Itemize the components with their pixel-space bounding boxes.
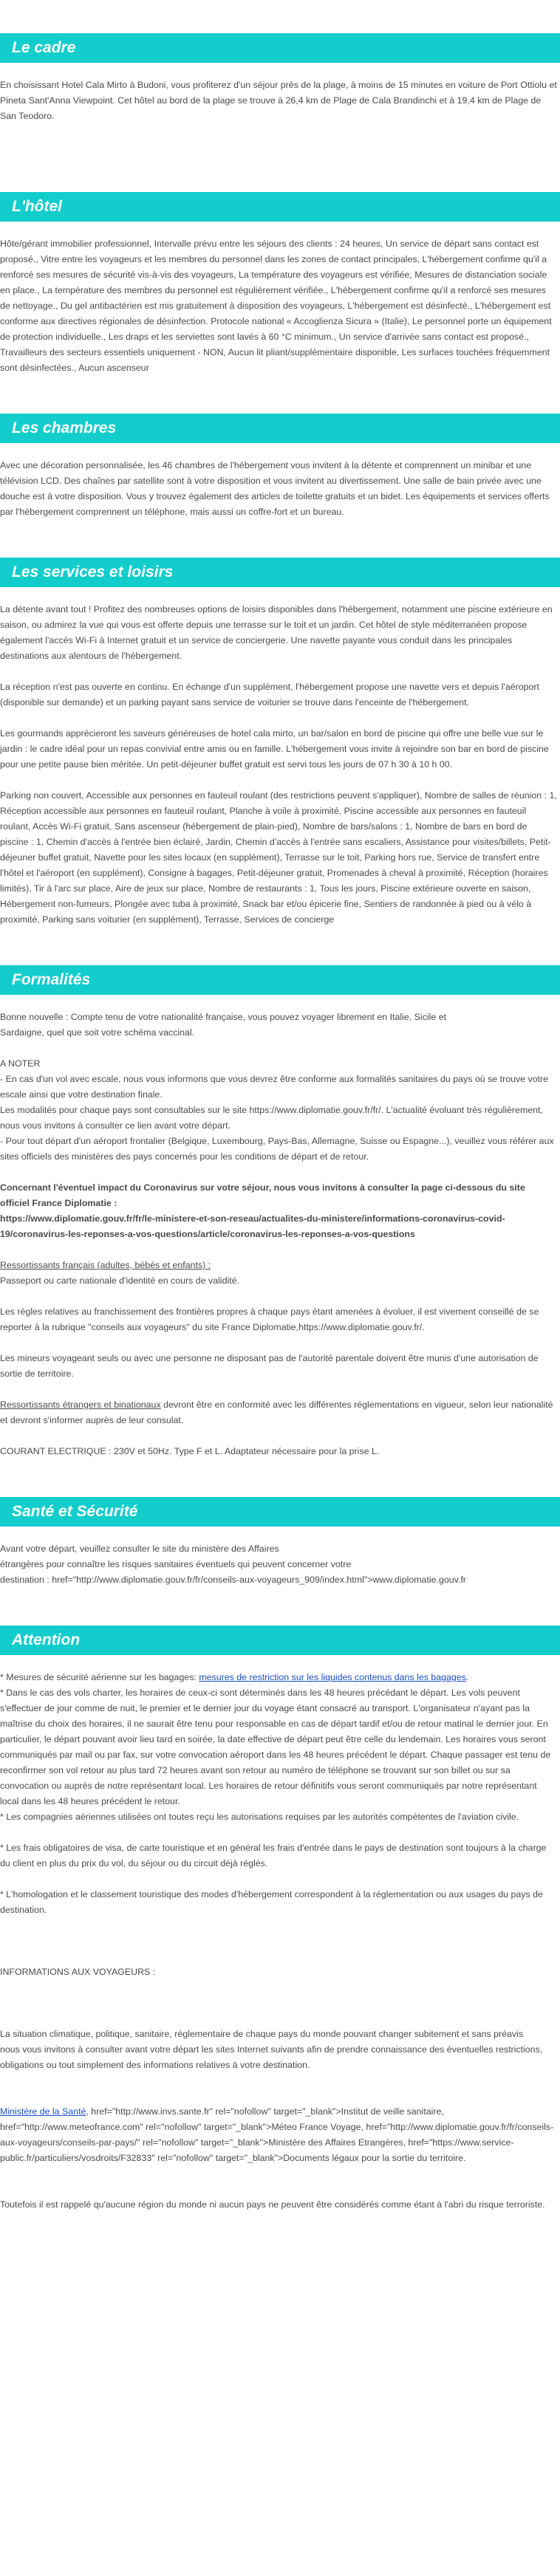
chambres-text: Avec une décoration personnalisée, les 46 chambres de l'hébergement vous invitent à la détente et comprennent un minibar et une télévision LCD. Des chaînes par satellite sont à votre disposition et vous invitent au divertissement. Une salle de bain privée avec une douche est à votre disposition. Vous y trouvez également des articles de toilette gratuits et un bidet. Les équipements et services offerts par l'hébergement comprennent un téléphone, mais aussi un coffre-fort et un bureau. xyxy=(0,460,550,517)
mandatory-fees-text: * Les frais obligatoires de visa, de carte touristique et en général les frais d'entrée dans le pays de destination sont toujours à la charge du client en plus du prix du vol, du séjour ou du circuit déjà réglés. xyxy=(0,1843,547,1868)
cadre-text: En choisissant Hotel Cala Mirto à Budoni, vous profiterez d'un séjour près de la plage, à moins de 15 minutes en voiture de Port Ottiolu et Pineta Sant'Anna Viewpoint. Cet hôtel au bord de la plage se trouve à 26,4 km de Plage de Cala Brandinchi et à 19,4 km de Plage de San Teodoro. xyxy=(0,80,557,121)
coronavirus-link[interactable]: https://www.diplomatie.gouv.fr/fr/le-ministere-et-son-reseau/actualites-du-ministere/informations-coronavirus-covid-19/coronavirus-les-reponses-a-vos-questions/article/coronavirus-les-reponses-a-vos-questions xyxy=(0,1213,505,1239)
baggage-security-text: * Mesures de sécurité aérienne sur les bagages: mesures de restriction sur les liquides contenus dans les bagages. xyxy=(0,1672,469,1682)
useful-links-text: Ministère de la Santé, href="http://www.invs.sante.fr" rel="nofollow" target="_blank">Institut de veille sanitaire, href="http://www.meteofrance.com" rel="nofollow" target="_blank">Méteo France Voyage, href="http://www.diplomatie.gouv.fr/fr/conseils-aux-voyageurs/conseils-par-pays/" rel="nofollow" target="_blank">Ministère des Affaires Etrangères, href="https://www.service-public.fr/particuliers/vosdroits/F32833" rel="nofollow" target="_blank">Documents légaux pour la sortie du territoire. xyxy=(0,2106,554,2163)
section-header-sante: Santé et Sécurité xyxy=(0,1497,560,1527)
french-nationals-title: Ressortissants français (adultes, bébés et enfants) : xyxy=(0,1260,211,1270)
hotel-text: Hôte/gérant immobilier professionnel, Intervalle prévu entre les séjours des clients : 24 heures, Un service de départ sans contact est proposé., Vitre entre les voyageurs et les membres du personnel dans les zones de contact principales, L'hébergement confirme qu'il a renforcé ses mesures de sécurité vis-à-vis des voyageurs, La température des voyageurs est vérifiée, Mesures de distanciation sociale en place., La température des membres du personnel est régulièrement vérifiée., L'hébergement confirme qu'il a renforcé ses mesures de nettoyage., Du gel antibactérien est mis gratuitement à disposition des voyageurs, L'hébergement est désinfecté., L'hébergement est conforme aux directives régionales de désinfection. Protocole national « Accoglienza Sicura » (Italie), Le personnel porte un équipement de protection individuelle., Les draps et les serviettes sont lavés à 60 °C minimum., Un service d'arrivée sans contact est proposé., Travailleurs des secteurs essentiels uniquement - NON, Aucun lit pliant/supplémentaire disponible, Les surfaces touchées fréquemment sont désinfectées., Aucun ascenseur xyxy=(0,239,552,373)
terrorism-risk-text: Toutefois il est rappelé qu'aucune région du monde ni aucun pays ne peuvent être considérés comme étant à l'abri du risque terroriste. xyxy=(0,2199,545,2210)
formalites-intro: Sardaigne, quel que soit votre schéma vaccinal. xyxy=(0,1027,195,1038)
electric-current-text: COURANT ELECTRIQUE : 230V et 50Hz. Type F et L. Adaptateur nécessaire pour la prise L. xyxy=(0,1446,380,1456)
section-header-hotel: L'hôtel xyxy=(0,192,560,222)
french-nationals-text: Passeport ou carte nationale d'identité en cours de validité. xyxy=(0,1275,240,1286)
a-noter-title: A NOTER xyxy=(0,1058,41,1069)
a-noter-line: - En cas d'un vol avec escale, nous vous informons que vous devrez être conforme aux formalités sanitaires du pays où se trouve votre escale ainsi que votre destination finale. xyxy=(0,1074,549,1100)
situation-text: La situation climatique, politique, sanitaire, réglementaire de chaque pays du monde pouvant changer subitement et sans préavis xyxy=(0,2029,524,2039)
services-paragraph: La détente avant tout ! Profitez des nombreuses options de loisirs disponibles dans l'hébergement, notamment une piscine extérieure en saison, ou admirez la vue qui vous est offerte depuis une terrasse sur le toit et un jardin. Cet hôtel de style méditerranéen propose également l'accès Wi-Fi à Internet gratuit et un service de conciergerie. Une navette payante vous conduit dans les principales destinations aux alentours de l'hébergement. xyxy=(0,604,553,661)
a-noter-line: Les modalités pour chaque pays sont consultables sur le site https://www.diplomatie.gouv.fr/fr/. L'actualité évoluant très régulièrement, nous vous invitons à consulter ce lien avant votre départ. xyxy=(0,1105,543,1131)
frontiers-text: Les règles relatives au franchissement des frontières propres à chaque pays étant amenées à évoluer, il est vivement conseillé de se reporter à la rubrique "conseils aux voyageurs" du site France Diplomatie,https://www.diplomatie.gouv.fr/. xyxy=(0,1306,539,1332)
invite-text: nous vous invitons à consulter avant votre départ les sites Internet suivants afin de prendre connaissance des éventuelles restrictions, obligations ou tout simplement des informations relatives à votre destination. xyxy=(0,2044,543,2070)
foreign-nationals-text: Ressortissants étrangers et binationaux devront être en conformité avec les différentes réglementations en vigueur, selon leur nationalité et devront s'informer auprès de leur consulat. xyxy=(0,1400,553,1425)
charter-flights-text: * Dans le cas des vols charter, les horaires de ceux-ci sont déterminés dans les 48 heures précédant le départ. Les vols peuvent s'effectuer de jour comme de nuit, le premier et le dernier jour du voyage étant consacré au transport. L'organisateur n'ayant pas la maîtrise du choix des horaires, il ne saurait être tenu pour responsable en cas de départ tardif et/ou de retour matinal le dernier jour. En particulier, le départ pouvant avoir lieu tard en soirée, la date effective de départ peut être celle du lendemain. Les horaires vous seront communiqués par mail ou par fax, sur votre convocation aéroport dans les 48 heures précédent le départ. Chaque passager est tenu de reconfirmer son vol retour au plus tard 72 heures avant son retour au numéro de téléphone se trouvant sur son billet ou sur sa convocation ou auprès de notre représentant local. Les horaires de retour définitifs vous seront communiqués par notre représentant local dans les 48 heures précédent le retour. xyxy=(0,1688,551,1806)
formalites-text xyxy=(0,1010,560,1459)
sante-line: étrangères pour connaître les risques sanitaires éventuels qui peuvent concerner votre xyxy=(0,1559,352,1569)
services-text xyxy=(0,602,560,928)
section-header-cadre: Le cadre xyxy=(0,33,560,63)
airlines-text: * Les compagnies aériennes utilisées ont toutes reçu les autorisations requises par les autorités compétentes de l'aviation civile. xyxy=(0,1812,519,1822)
section-header-attention: Attention xyxy=(0,1626,560,1655)
services-paragraph: La réception n'est pas ouverte en continu. En échange d'un supplément, l'hébergement propose une navette vers et depuis l'aéroport (disponible sur demande) et un parking payant sans service de voiturier se trouve dans l'enceinte de l'hébergement. xyxy=(0,682,539,708)
foreign-nationals-title: Ressortissants étrangers et binationaux xyxy=(0,1400,161,1410)
attention-text xyxy=(0,1670,560,2213)
section-header-chambres: Les chambres xyxy=(0,414,560,443)
a-noter-line: - Pour tout départ d'un aéroport frontalier (Belgique, Luxembourg, Pays-Bas, Allemagne, Suisse ou Espagne...), veuillez vous référer aux sites officiels des ministères des pays concernés pour les conditions de départ et de retour. xyxy=(0,1136,554,1162)
coronavirus-notice: Concernant l'éventuel impact du Coronavirus sur votre séjour, nous vous invitons à consulter la page ci-dessous du site officiel France Diplomatie : xyxy=(0,1182,525,1208)
minors-text: Les mineurs voyageant seuls ou avec une personne ne disposant pas de l'autorité parentale doivent être munis d'une autorisation de sortie de territoire. xyxy=(0,1353,539,1379)
sante-line: Avant votre départ, veuillez consulter le site du ministère des Affaires xyxy=(0,1544,279,1554)
sante-text xyxy=(0,1541,560,1588)
ministere-sante-link[interactable]: Ministère de la Santé xyxy=(0,2106,86,2117)
sante-line: destination : href="http://www.diplomatie.gouv.fr/fr/conseils-aux-voyageurs_909/index.html">www.diplomatie.gouv.fr xyxy=(0,1575,466,1585)
section-header-formalites: Formalités xyxy=(0,965,560,995)
section-header-services: Les services et loisirs xyxy=(0,558,560,587)
liquids-restriction-link[interactable]: mesures de restriction sur les liquides contenus dans les bagages xyxy=(199,1672,466,1682)
services-paragraph: Les gourmands apprécieront les saveurs généreuses de hotel cala mirto, un bar/salon en bord de piscine qui offre une belle vue sur le jardin : le cadre idéal pour un repas convivial entre amis ou en famille. L'hébergement vous invite à rejoindre son bar en bord de piscine pour une petite pause bien méritée. Un petit-déjeuner buffet gratuit est servi tous les jours de 07 h 30 à 10 h 00. xyxy=(0,728,549,770)
services-paragraph: Parking non couvert, Accessible aux personnes en fauteuil roulant (des restrictions peuvent s'appliquer), Nombre de salles de réunion : 1, Réception accessible aux personnes en fauteuil roulant, Planche à voile à proximité, Piscine accessible aux personnes en fauteuil roulant, Accès Wi-Fi gratuit, Sans ascenseur (hébergement de plain-pied), Nombre de bars/salons : 1, Nombre de bars en bord de piscine : 1, Chemin d'accès à l'entrée bien éclairé, Jardin, Chemin d'accès à l'entrée sans escaliers, Assistance pour visites/billets, Petit-déjeuner buffet gratuit, Navette pour les sites locaux (en supplément), Terrasse sur le toit, Parking hors rue, Service de transfert entre l'hôtel et l'aéroport (en supplément), Consigne à bagages, Petit-déjeuner gratuit, Promenades à cheval à proximité, Réception (horaires limités), Tir à l'arc sur place, Aire de jeux sur place, Nombre de restaurants : 1, Tous les jours, Piscine extérieure ouverte en saison, Hébergement non-fumeurs, Plongée avec tuba à proximité, Snack bar et/ou épicerie fine, Sentiers de randonnée à pied ou à vélo à proximité, Parking sans voiturier (en supplément), Terrasse, Services de concierge xyxy=(0,790,557,925)
classification-text: * L'homologation et le classement touristique des modes d'hébergement correspondent à la réglementation ou aux usages du pays de destination. xyxy=(0,1889,543,1915)
formalites-intro: Bonne nouvelle : Compte tenu de votre nationalité française, vous pouvez voyager librement en Italie, Sicile et xyxy=(0,1012,447,1022)
travellers-info-title: INFORMATIONS AUX VOYAGEURS : xyxy=(0,1967,156,1977)
